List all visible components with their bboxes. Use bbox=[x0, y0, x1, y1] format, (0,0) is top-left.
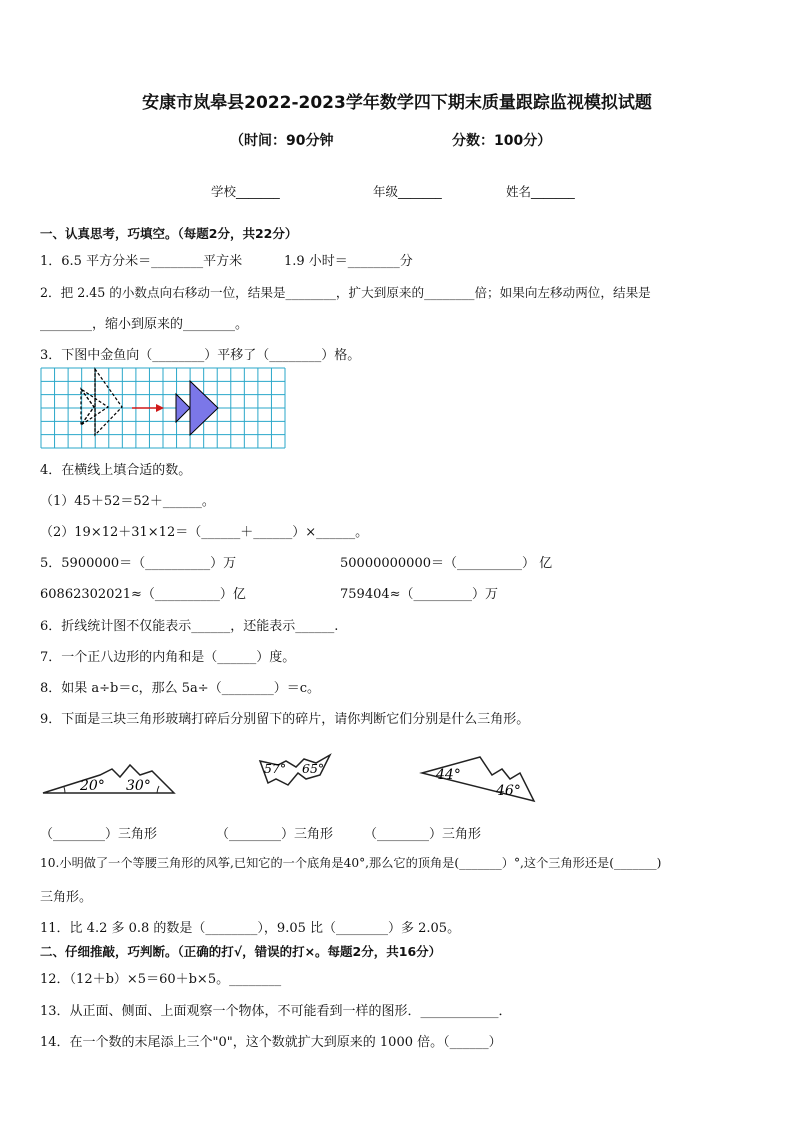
question-2-line-1: 2．把 2.45 的小数点向右移动一位，结果是________，扩大到原来的________倍；如果向左移动两位，结果是 bbox=[40, 285, 651, 300]
goldfish-grid-figure bbox=[40, 367, 286, 449]
question-1-part-b: 1.9 小时＝________分 bbox=[284, 254, 413, 269]
fragment-1 bbox=[43, 765, 174, 794]
question-4: 4．在横线上填合适的数。 bbox=[40, 463, 192, 478]
question-10-line-1: 10.小明做了一个等腰三角形的风筝,已知它的一个底角是40°,那么它的顶角是(_______）°,这个三角形还是(_______) bbox=[40, 856, 662, 870]
exam-score: 分数：100分） bbox=[452, 133, 552, 149]
section-2-heading: 二、仔细推敲，巧判断。（正确的打√，错误的打×。每题2分，共16分） bbox=[40, 944, 442, 959]
moved-fish-tail bbox=[176, 394, 190, 422]
question-1-part-a: 1．6.5 平方分米＝________平方米 bbox=[40, 254, 243, 269]
question-6: 6．折线统计图不仅能表示______，还能表示______. bbox=[40, 619, 339, 634]
angle-label-20: 20° bbox=[80, 778, 105, 794]
question-14: 14．在一个数的末尾添上三个"0"，这个数就扩大到原来的 1000 倍。（______） bbox=[40, 1035, 502, 1050]
question-5-part-c: 60862302021≈（__________）亿 bbox=[40, 587, 246, 602]
grade-field[interactable]: 年级_______ bbox=[373, 184, 442, 199]
question-5-part-a: 5．5900000＝（__________）万 bbox=[40, 556, 237, 571]
exam-time: （时间：90分钟 bbox=[230, 133, 334, 149]
question-9-answer-a: （________）三角形 bbox=[40, 827, 158, 842]
angle-label-46: 46° bbox=[496, 783, 521, 799]
question-9-answer-b: （________）三角形 bbox=[216, 827, 334, 842]
question-9: 9．下面是三块三角形玻璃打碎后分别留下的碎片，请你判断它们分别是什么三角形。 bbox=[40, 712, 530, 727]
question-10-line-2: 三角形。 bbox=[40, 890, 93, 905]
section-1-heading: 一、认真思考，巧填空。（每题2分，共22分） bbox=[40, 226, 298, 241]
question-3: 3．下图中金鱼向（________）平移了（________）格。 bbox=[40, 348, 361, 363]
question-5-part-b: 50000000000＝（__________） 亿 bbox=[340, 556, 553, 571]
fragment-2 bbox=[260, 755, 330, 785]
question-5-part-d: 759404≈（_________）万 bbox=[340, 587, 499, 602]
school-field[interactable]: 学校_______ bbox=[211, 184, 280, 199]
angle-label-57: 57° bbox=[264, 761, 287, 776]
angle-label-65: 65° bbox=[302, 761, 325, 776]
question-11: 11．比 4.2 多 0.8 的数是（________），9.05 比（________）多 2.05。 bbox=[40, 921, 461, 936]
fragment-3 bbox=[422, 757, 534, 801]
question-12: 12．（12＋b）×5＝60＋b×5。________ bbox=[40, 972, 282, 987]
question-8: 8．如果 a÷b＝c，那么 5a÷（________）＝c。 bbox=[40, 681, 320, 696]
question-13: 13．从正面、侧面、上面观察一个物体，不可能看到一样的图形．____________． bbox=[40, 1004, 512, 1019]
page-title: 安康市岚皋县2022-2023学年数学四下期末质量跟踪监视模拟试题 bbox=[142, 93, 652, 113]
question-4-part-2: （2）19×12＋31×12＝（______＋______）×______。 bbox=[40, 525, 369, 540]
question-7: 7．一个正八边形的内角和是（______）度。 bbox=[40, 650, 296, 665]
triangle-fragments-figure bbox=[40, 745, 560, 807]
angle-label-44: 44° bbox=[436, 767, 461, 783]
angle-label-30: 30° bbox=[126, 778, 151, 794]
question-4-part-1: （1）45＋52＝52＋______。 bbox=[40, 494, 215, 509]
question-9-answer-c: （________）三角形 bbox=[364, 827, 482, 842]
name-field[interactable]: 姓名_______ bbox=[506, 184, 575, 199]
question-2-line-2: ________，缩小到原来的________。 bbox=[40, 317, 249, 332]
